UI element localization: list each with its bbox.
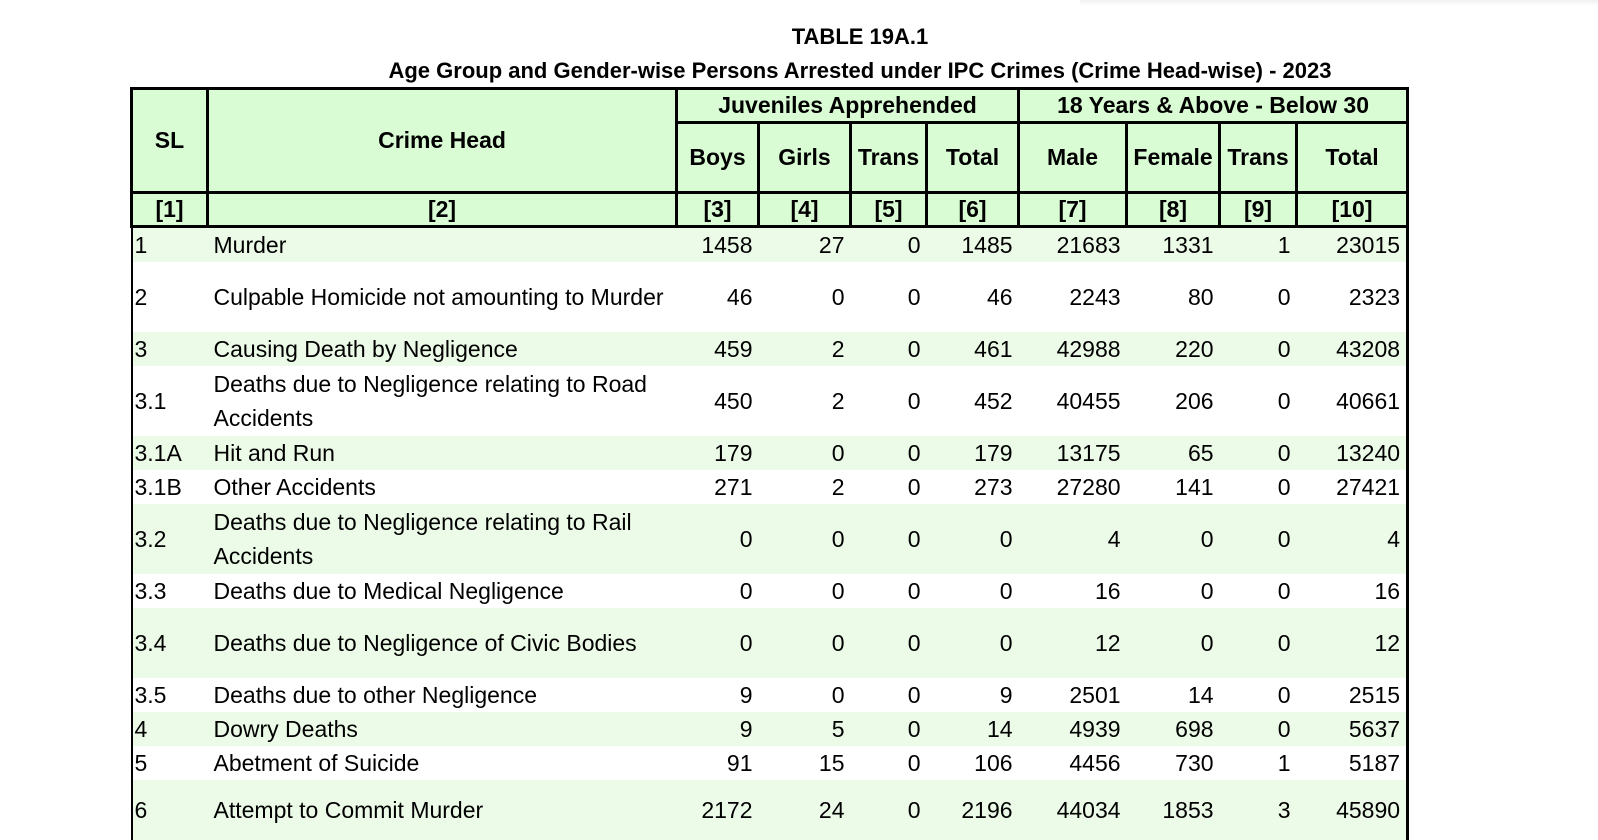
cell-value: 0 — [1220, 678, 1297, 712]
cell-value: 27280 — [1019, 470, 1127, 504]
table-row — [132, 574, 1408, 608]
cell-value: 0 — [851, 712, 927, 746]
cell-value: 0 — [1220, 712, 1297, 746]
table-row — [132, 780, 1408, 840]
col-number: [10] — [1297, 193, 1408, 227]
cell-crime-head: Hit and Run — [208, 436, 677, 470]
cell-value: 1 — [1220, 227, 1297, 263]
cell-value: 0 — [851, 332, 927, 366]
col-number: [2] — [208, 193, 677, 227]
cell-value: 0 — [851, 366, 927, 436]
cell-sl: 5 — [132, 746, 208, 780]
cell-value: 0 — [1220, 574, 1297, 608]
cell-value: 16 — [1297, 574, 1408, 608]
cell-value: 2172 — [677, 780, 759, 840]
cell-value: 21683 — [1019, 227, 1127, 263]
table-row — [132, 436, 1408, 470]
cell-value: 27421 — [1297, 470, 1408, 504]
header-total-juvenile: Total — [927, 123, 1019, 193]
cell-value: 5187 — [1297, 746, 1408, 780]
cell-value: 271 — [677, 470, 759, 504]
cell-value: 452 — [927, 366, 1019, 436]
cell-value: 461 — [927, 332, 1019, 366]
cell-sl: 3.1A — [132, 436, 208, 470]
cell-value: 42988 — [1019, 332, 1127, 366]
cell-crime-head: Other Accidents — [208, 470, 677, 504]
col-number: [1] — [132, 193, 208, 227]
cell-value: 459 — [677, 332, 759, 366]
cell-value: 3 — [1220, 780, 1297, 840]
cell-sl: 2 — [132, 262, 208, 332]
cell-value: 0 — [1127, 608, 1220, 678]
cell-value: 2323 — [1297, 262, 1408, 332]
cell-value: 0 — [677, 608, 759, 678]
cell-value: 0 — [1220, 608, 1297, 678]
cell-value: 220 — [1127, 332, 1220, 366]
cell-value: 1853 — [1127, 780, 1220, 840]
cell-value: 0 — [759, 678, 851, 712]
cell-value: 1485 — [927, 227, 1019, 263]
header-female: Female — [1127, 123, 1220, 193]
table-title: TABLE 19A.1 — [0, 20, 1598, 54]
cell-sl: 6 — [132, 780, 208, 840]
cell-crime-head: Deaths due to Negligence of Civic Bodies — [208, 608, 677, 678]
header-sl: SL — [132, 89, 208, 193]
col-number: [6] — [927, 193, 1019, 227]
cell-value: 13175 — [1019, 436, 1127, 470]
cell-value: 2515 — [1297, 678, 1408, 712]
cell-value: 0 — [851, 574, 927, 608]
cell-crime-head: Dowry Deaths — [208, 712, 677, 746]
cell-value: 27 — [759, 227, 851, 263]
table-row — [132, 332, 1408, 366]
cell-value: 40661 — [1297, 366, 1408, 436]
table-row — [132, 712, 1408, 746]
table-row — [132, 227, 1408, 263]
col-number: [5] — [851, 193, 927, 227]
cell-value: 16 — [1019, 574, 1127, 608]
cell-value: 4 — [1019, 504, 1127, 574]
cell-sl: 3.2 — [132, 504, 208, 574]
cell-value: 0 — [759, 436, 851, 470]
cell-crime-head: Culpable Homicide not amounting to Murder — [208, 262, 677, 332]
cell-value: 65 — [1127, 436, 1220, 470]
table-row — [132, 746, 1408, 780]
cell-value: 9 — [677, 712, 759, 746]
cell-value: 2 — [759, 470, 851, 504]
cell-value: 80 — [1127, 262, 1220, 332]
cell-value: 698 — [1127, 712, 1220, 746]
cell-value: 0 — [851, 608, 927, 678]
cell-value: 0 — [851, 678, 927, 712]
header-trans-juvenile: Trans — [851, 123, 927, 193]
cell-value: 14 — [927, 712, 1019, 746]
cell-value: 45890 — [1297, 780, 1408, 840]
cell-crime-head: Attempt to Commit Murder — [208, 780, 677, 840]
header-crime-head: Crime Head — [208, 89, 677, 193]
cell-value: 0 — [1127, 574, 1220, 608]
table-subtitle: Age Group and Gender-wise Persons Arrested under IPC Crimes (Crime Head-wise) - 2023 — [0, 54, 1598, 88]
cell-value: 0 — [851, 780, 927, 840]
cell-sl: 4 — [132, 712, 208, 746]
cell-value: 0 — [851, 436, 927, 470]
col-number: [4] — [759, 193, 851, 227]
cell-value: 0 — [1220, 504, 1297, 574]
cell-value: 44034 — [1019, 780, 1127, 840]
cell-sl: 3.1B — [132, 470, 208, 504]
table-row — [132, 262, 1408, 332]
cell-value: 2 — [759, 366, 851, 436]
cell-sl: 3 — [132, 332, 208, 366]
header-girls: Girls — [759, 123, 851, 193]
cell-value: 0 — [851, 227, 927, 263]
col-number: [8] — [1127, 193, 1220, 227]
cell-value: 0 — [759, 574, 851, 608]
cell-value: 0 — [759, 608, 851, 678]
cell-value: 0 — [759, 262, 851, 332]
arrests-table — [130, 87, 1409, 840]
cell-value: 0 — [851, 470, 927, 504]
cell-value: 4939 — [1019, 712, 1127, 746]
window-top-shadow — [1080, 0, 1598, 6]
cell-crime-head: Causing Death by Negligence — [208, 332, 677, 366]
col-number: [7] — [1019, 193, 1127, 227]
cell-value: 206 — [1127, 366, 1220, 436]
cell-crime-head: Deaths due to Negligence relating to Road Accidents — [208, 366, 677, 436]
table-row — [132, 504, 1408, 574]
header-male: Male — [1019, 123, 1127, 193]
cell-value: 2501 — [1019, 678, 1127, 712]
cell-value: 4 — [1297, 504, 1408, 574]
cell-value: 9 — [677, 678, 759, 712]
cell-value: 0 — [1220, 436, 1297, 470]
cell-sl: 3.5 — [132, 678, 208, 712]
cell-sl: 3.3 — [132, 574, 208, 608]
header-trans-adult: Trans — [1220, 123, 1297, 193]
cell-value: 14 — [1127, 678, 1220, 712]
cell-sl: 1 — [132, 227, 208, 263]
header-juveniles: Juveniles Apprehended — [677, 89, 1019, 123]
col-number: [3] — [677, 193, 759, 227]
cell-value: 273 — [927, 470, 1019, 504]
cell-value: 0 — [851, 262, 927, 332]
cell-value: 13240 — [1297, 436, 1408, 470]
table-row — [132, 608, 1408, 678]
col-number: [9] — [1220, 193, 1297, 227]
cell-value: 0 — [927, 574, 1019, 608]
cell-value: 450 — [677, 366, 759, 436]
table-row — [132, 678, 1408, 712]
cell-value: 91 — [677, 746, 759, 780]
cell-value: 0 — [1220, 262, 1297, 332]
cell-value: 0 — [677, 574, 759, 608]
cell-value: 179 — [677, 436, 759, 470]
header-boys: Boys — [677, 123, 759, 193]
header-total-adult: Total — [1297, 123, 1408, 193]
cell-crime-head: Deaths due to Negligence relating to Rail Accidents — [208, 504, 677, 574]
header-18-to-30: 18 Years & Above - Below 30 — [1019, 89, 1408, 123]
cell-value: 2196 — [927, 780, 1019, 840]
cell-value: 9 — [927, 678, 1019, 712]
cell-value: 730 — [1127, 746, 1220, 780]
cell-value: 0 — [851, 504, 927, 574]
cell-value: 0 — [759, 504, 851, 574]
cell-value: 1 — [1220, 746, 1297, 780]
table-row — [132, 470, 1408, 504]
cell-value: 106 — [927, 746, 1019, 780]
cell-crime-head: Murder — [208, 227, 677, 263]
cell-value: 1458 — [677, 227, 759, 263]
title-block — [0, 20, 1598, 88]
cell-value: 46 — [927, 262, 1019, 332]
cell-value: 0 — [851, 746, 927, 780]
cell-value: 5637 — [1297, 712, 1408, 746]
cell-sl: 3.1 — [132, 366, 208, 436]
cell-value: 43208 — [1297, 332, 1408, 366]
cell-value: 0 — [1220, 332, 1297, 366]
cell-value: 141 — [1127, 470, 1220, 504]
cell-value: 5 — [759, 712, 851, 746]
cell-value: 15 — [759, 746, 851, 780]
cell-value: 0 — [677, 504, 759, 574]
cell-sl: 3.4 — [132, 608, 208, 678]
cell-value: 24 — [759, 780, 851, 840]
table-row — [132, 366, 1408, 436]
cell-value: 0 — [927, 608, 1019, 678]
cell-value: 0 — [1127, 504, 1220, 574]
cell-value: 46 — [677, 262, 759, 332]
cell-value: 179 — [927, 436, 1019, 470]
cell-value: 2243 — [1019, 262, 1127, 332]
cell-value: 1331 — [1127, 227, 1220, 263]
cell-value: 0 — [1220, 470, 1297, 504]
cell-value: 2 — [759, 332, 851, 366]
cell-value: 4456 — [1019, 746, 1127, 780]
cell-crime-head: Deaths due to other Negligence — [208, 678, 677, 712]
cell-value: 12 — [1019, 608, 1127, 678]
cell-value: 0 — [1220, 366, 1297, 436]
cell-value: 40455 — [1019, 366, 1127, 436]
cell-value: 0 — [927, 504, 1019, 574]
cell-crime-head: Abetment of Suicide — [208, 746, 677, 780]
table-body — [132, 227, 1408, 840]
cell-value: 23015 — [1297, 227, 1408, 263]
cell-crime-head: Deaths due to Medical Negligence — [208, 574, 677, 608]
cell-value: 12 — [1297, 608, 1408, 678]
